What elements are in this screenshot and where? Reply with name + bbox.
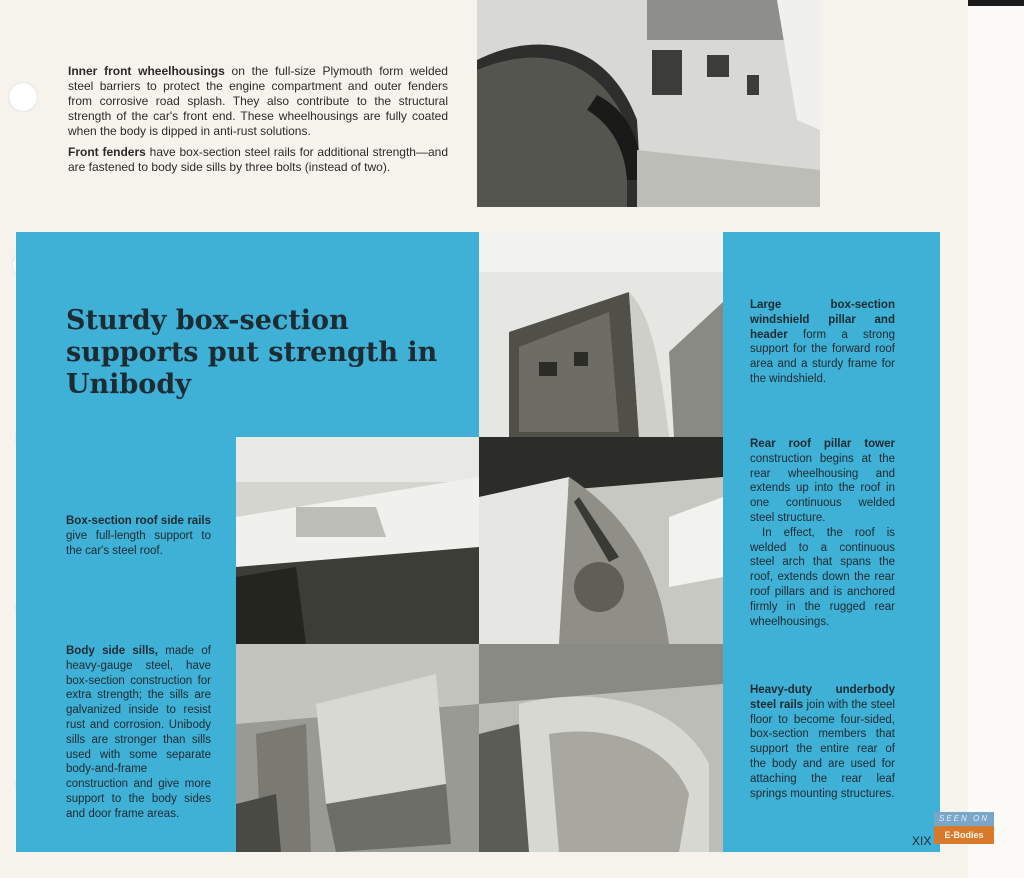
page-number: XIX [912,834,932,848]
rear-pillar-body: construction begins at the rear wheelhousing and extends up into the roof in one continuous welded steel structure. [750,452,895,524]
section-headline: Sturdy box-section supports put strength in Unibody [66,305,438,400]
badge-top-text: SEEN ON [934,812,994,826]
windshield-pillar-body: form a strong support for the forward roof area and a sturdy frame for the windshield. [750,328,895,385]
badge-bottom-text: E-Bodies [934,826,994,844]
rear-pillar-body-2: In effect, the roof is welded to a continuous steel arch that spans the roof, extends down the rear roof pillars and is anchored firmly in the rugged rear wheelhousings. [750,526,895,628]
underbody-rails-photo [479,644,723,852]
binder-hole [8,82,38,112]
wheelhousing-heading: Inner front wheelhousings [68,64,225,78]
body-side-sills-photo [236,644,479,852]
rear-pillar-caption [750,437,895,629]
side-sills-caption [66,644,211,822]
rear-pillar-tower-photo [479,437,723,644]
seen-on-badge [934,812,994,848]
fenders-body: have box-section steel rails for additional strength—and are fastened to body side sills by three bolts (instead of two). [68,145,448,174]
wheelhousing-photo [477,0,820,207]
underbody-caption [750,683,895,801]
roof-side-rails-photo [236,437,479,644]
roof-rails-heading: Box-section roof side rails [66,515,211,527]
wheelhousing-body: on the full-size Plymouth form welded steel barriers to protect the engine compartment and outer fenders from corrosive road splash. They also contribute to the structural strength of the car's front end. These wheelhousings are fully coated when the body is dipped in anti-rust solutions. [68,64,448,138]
windshield-pillar-photo [479,232,723,437]
scan-edge-bar [968,0,1024,6]
windshield-pillar-caption [750,298,895,387]
side-sills-heading: Body side sills, [66,645,158,657]
underbody-body: join with the steel floor to become four-sided, box-section members that support the entire rear of the body and are used for attaching the rear leaf springs mounting structures. [750,698,895,800]
wheelhousing-text [68,64,448,181]
side-sills-body: made of heavy-gauge steel, have box-section construction for extra strength; the sills are galvanized inside to resist rust and corrosion. Unibody sills are stronger than sills used with some separate body-and-frame construction and give more support to the body sides and door frame areas. [66,645,211,820]
windshield-pillar-heading: Large box-section windshield pillar and header [750,299,895,341]
rear-pillar-heading: Rear roof pillar tower [750,438,895,450]
roof-rails-caption [66,514,211,558]
underbody-heading: Heavy-duty underbody steel rails [750,684,895,711]
fenders-heading: Front fenders [68,145,146,159]
page-edge [968,0,1024,878]
roof-rails-body: give full-length support to the car's steel roof. [66,529,211,557]
